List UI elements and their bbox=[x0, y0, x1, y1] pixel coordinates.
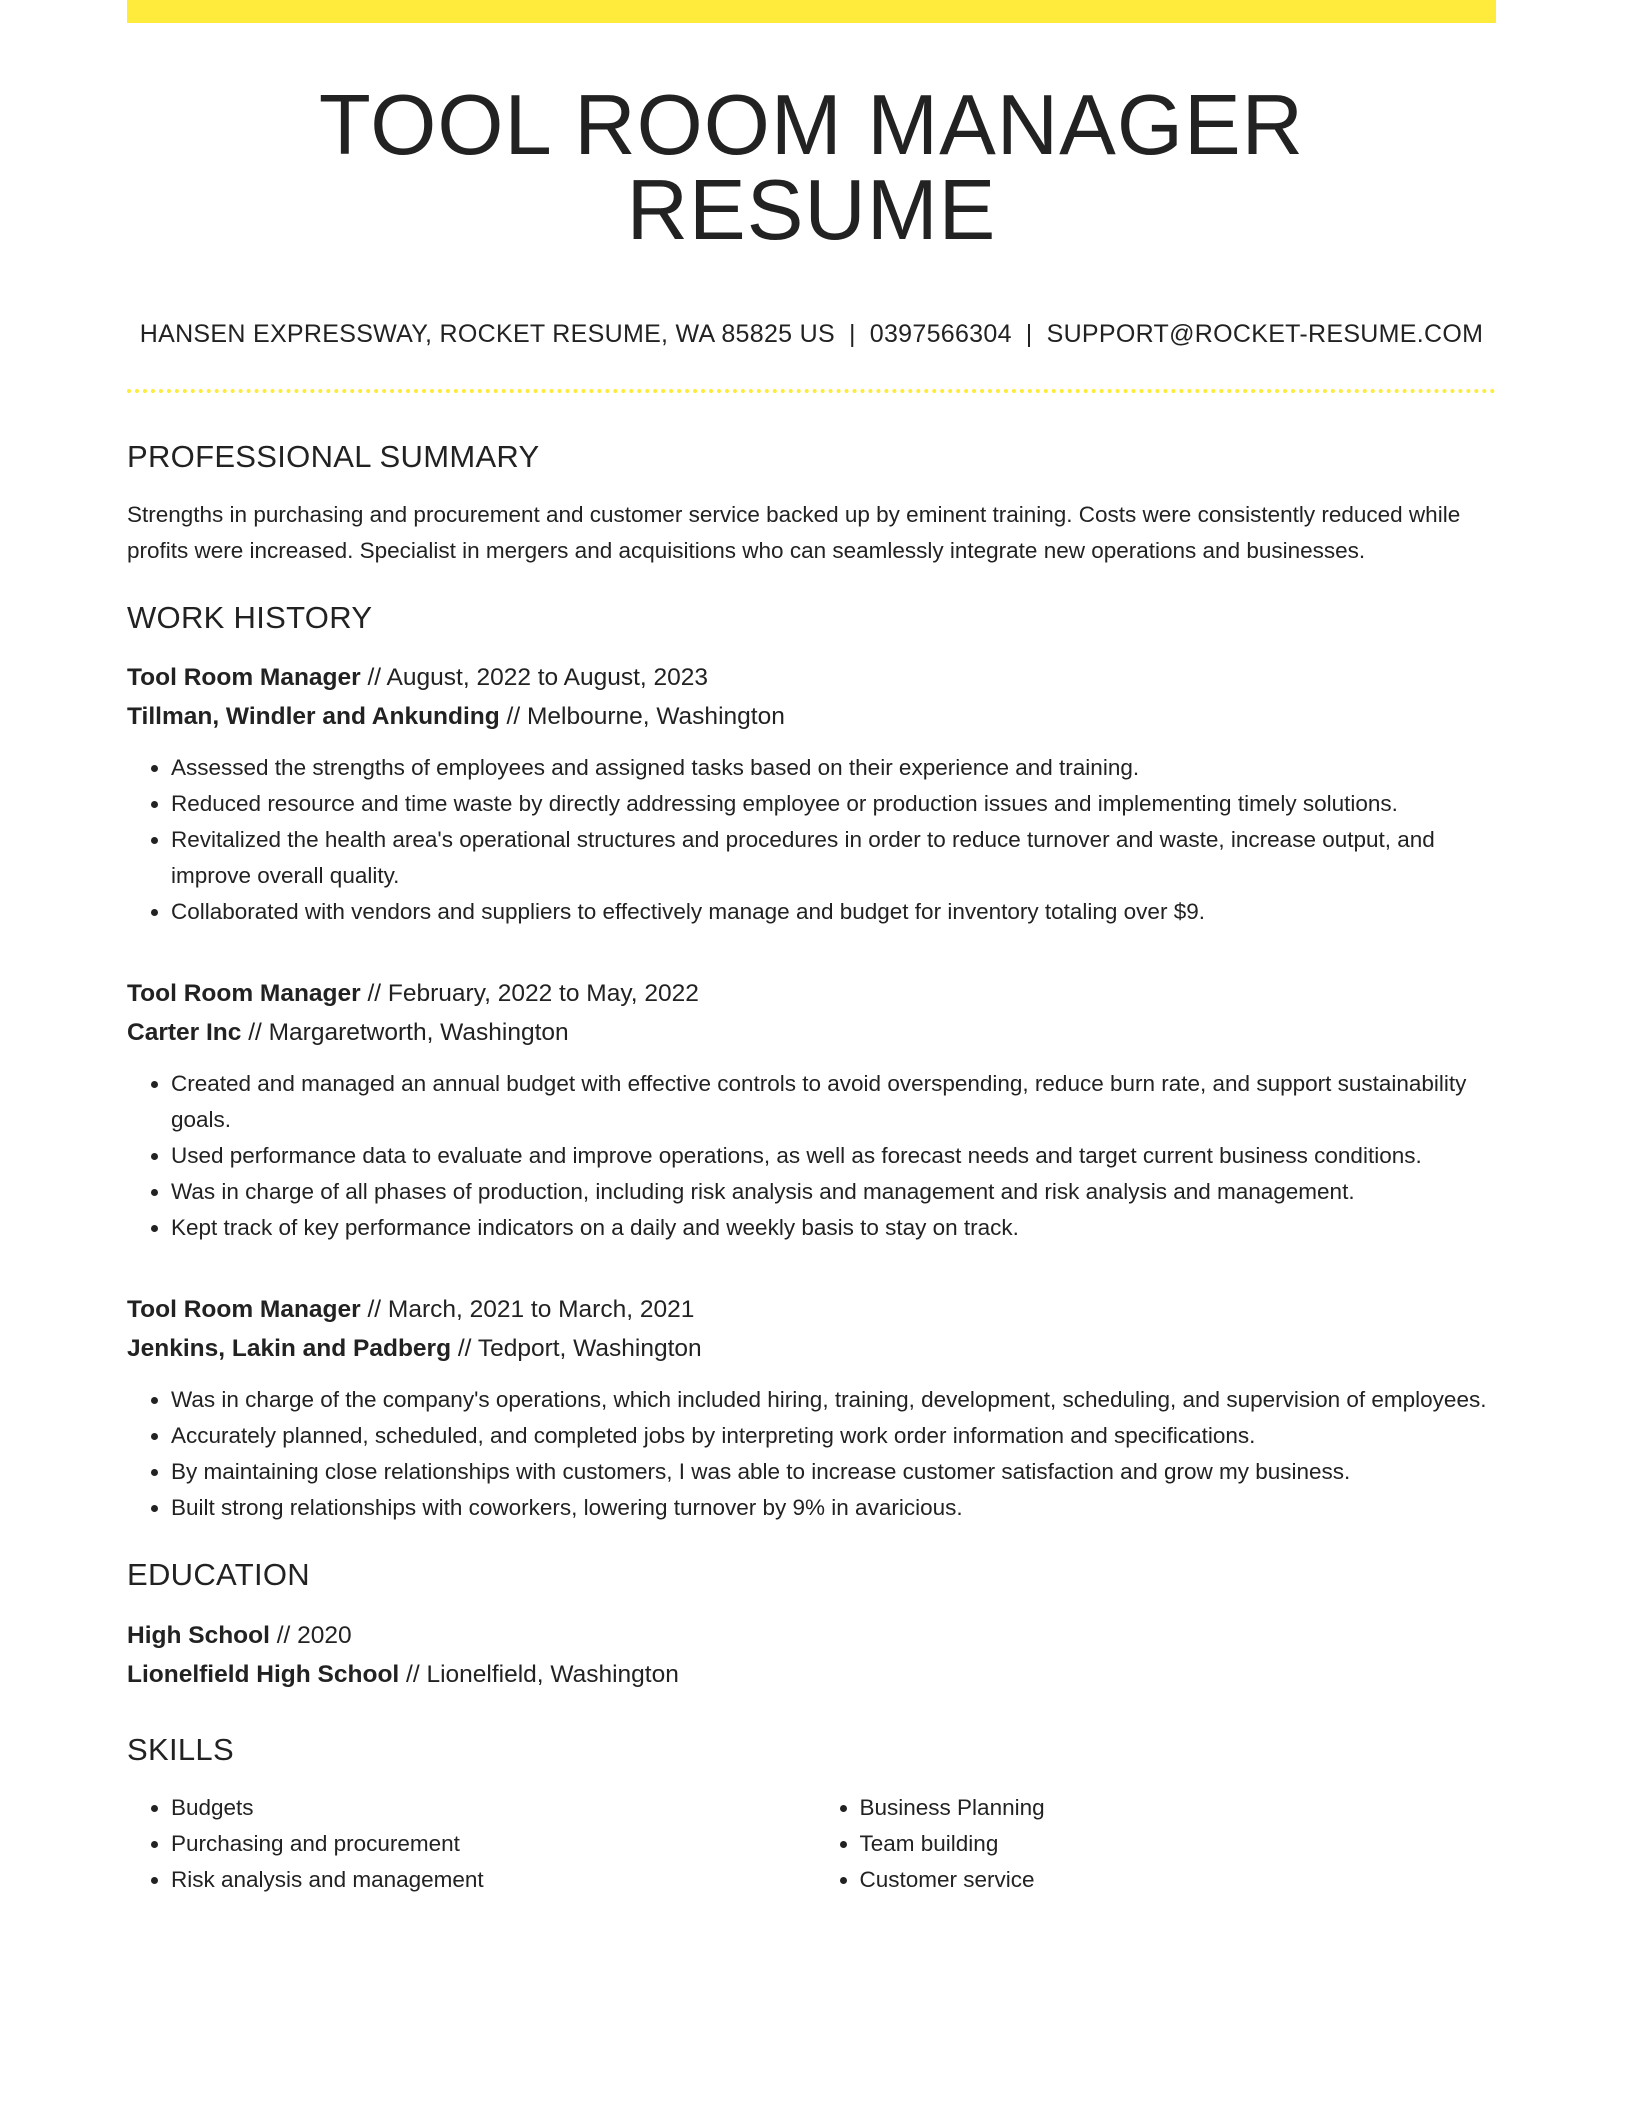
job-bullet: • Was in charge of the company's operations, which included hiring, training, development, scheduling, and supervision of employees. bbox=[171, 1382, 1496, 1418]
skills-column-right bbox=[812, 1790, 1497, 1898]
job-title: Tool Room Manager bbox=[127, 1296, 361, 1324]
job-entry bbox=[127, 1290, 1496, 1526]
job-company-line bbox=[127, 1329, 1496, 1368]
job-bullet: • Assessed the strengths of employees and assigned tasks based on their experience and training. bbox=[171, 750, 1496, 786]
job-location: // Melbourne, Washington bbox=[506, 703, 785, 731]
job-bullets bbox=[127, 1066, 1496, 1246]
job-bullet: • Created and managed an annual budget with effective controls to avoid overspending, reduce burn rate, and support sustainability goals. bbox=[171, 1066, 1496, 1138]
skill-item: • Customer service bbox=[860, 1862, 1497, 1898]
job-bullet: • Built strong relationships with coworkers, lowering turnover by 9% in avaricious. bbox=[171, 1490, 1496, 1526]
work-history-section bbox=[127, 599, 1496, 1526]
job-location: // Tedport, Washington bbox=[457, 1335, 702, 1363]
job-bullet: • Revitalized the health area's operational structures and procedures in order to reduce turnover and waste, increase output, and improve overall quality. bbox=[171, 822, 1496, 894]
summary-heading: PROFESSIONAL SUMMARY bbox=[127, 439, 540, 474]
work-history-heading: WORK HISTORY bbox=[127, 600, 373, 636]
job-entry bbox=[127, 658, 1496, 930]
job-bullet: • Accurately planned, scheduled, and completed jobs by interpreting work order information and specifications. bbox=[171, 1418, 1496, 1454]
job-title-line bbox=[127, 658, 1496, 697]
education-school-line bbox=[127, 1655, 1496, 1694]
education-year: // 2020 bbox=[276, 1621, 352, 1649]
job-company: Carter Inc bbox=[127, 1019, 242, 1047]
skill-item: • Team building bbox=[860, 1826, 1497, 1862]
education-heading: EDUCATION bbox=[127, 1557, 310, 1593]
contact-email[interactable]: SUPPORT@ROCKET-RESUME.COM bbox=[1046, 320, 1484, 348]
education-section bbox=[127, 1556, 1496, 1693]
job-company-line bbox=[127, 697, 1496, 736]
job-dates: // March, 2021 to March, 2021 bbox=[367, 1296, 695, 1324]
contact-phone[interactable]: 0397566304 bbox=[869, 320, 1012, 348]
education-degree: High School bbox=[127, 1621, 270, 1649]
skill-item: • Budgets bbox=[171, 1790, 812, 1826]
contact-address: HANSEN EXPRESSWAY, ROCKET RESUME, WA 85825 US bbox=[139, 320, 835, 348]
summary-text: Strengths in purchasing and procurement and customer service backed up by eminent training. Costs were consistently reduced while profits were increased. Specialist in mergers and acquisitions who can seamlessly integrate new operations and businesses. bbox=[127, 502, 1461, 564]
job-bullet: • Reduced resource and time waste by directly addressing employee or production issues and implementing timely solutions. bbox=[171, 786, 1496, 822]
job-company: Jenkins, Lakin and Padberg bbox=[127, 1335, 452, 1363]
job-title: Tool Room Manager bbox=[127, 980, 361, 1008]
job-title-line bbox=[127, 974, 1496, 1013]
top-accent-bar bbox=[127, 0, 1496, 23]
skill-item: • Risk analysis and management bbox=[171, 1862, 812, 1898]
job-bullet: • Used performance data to evaluate and improve operations, as well as forecast needs and target current business conditions. bbox=[171, 1138, 1496, 1174]
job-bullet: • Kept track of key performance indicators on a daily and weekly basis to stay on track. bbox=[171, 1210, 1496, 1246]
skills-section bbox=[127, 1731, 1496, 1898]
skill-item: • Purchasing and procurement bbox=[171, 1826, 812, 1862]
contact-separator: | bbox=[1025, 320, 1033, 348]
contact-line bbox=[127, 319, 1496, 349]
job-dates: // August, 2022 to August, 2023 bbox=[367, 664, 709, 692]
contact-separator: | bbox=[848, 320, 856, 348]
job-bullets bbox=[127, 750, 1496, 930]
education-degree-line bbox=[127, 1616, 1496, 1655]
skills-heading: SKILLS bbox=[127, 1731, 234, 1767]
resume-title: TOOL ROOM MANAGER RESUME bbox=[318, 78, 1305, 258]
education-entry bbox=[127, 1616, 1496, 1694]
job-bullets bbox=[127, 1382, 1496, 1526]
job-bullet: • Was in charge of all phases of production, including risk analysis and management and risk analysis and management. bbox=[171, 1174, 1496, 1210]
job-title: Tool Room Manager bbox=[127, 664, 361, 692]
job-bullet: • Collaborated with vendors and suppliers to effectively manage and budget for inventory totaling over $9. bbox=[171, 894, 1496, 930]
job-dates: // February, 2022 to May, 2022 bbox=[367, 980, 699, 1008]
education-location: // Lionelfield, Washington bbox=[406, 1660, 679, 1688]
job-bullet: • By maintaining close relationships with customers, I was able to increase customer satisfaction and grow my business. bbox=[171, 1454, 1496, 1490]
job-company: Tillman, Windler and Ankunding bbox=[127, 703, 500, 731]
skills-column-left bbox=[127, 1790, 812, 1898]
skill-item: • Business Planning bbox=[860, 1790, 1497, 1826]
job-entry bbox=[127, 974, 1496, 1246]
job-company-line bbox=[127, 1013, 1496, 1052]
skills-grid bbox=[127, 1790, 1496, 1898]
summary-section bbox=[127, 438, 1496, 569]
resume-page bbox=[127, 0, 1496, 1898]
education-school: Lionelfield High School bbox=[127, 1660, 400, 1688]
job-location: // Margaretworth, Washington bbox=[248, 1019, 569, 1047]
dotted-divider bbox=[127, 389, 1496, 393]
job-title-line bbox=[127, 1290, 1496, 1329]
